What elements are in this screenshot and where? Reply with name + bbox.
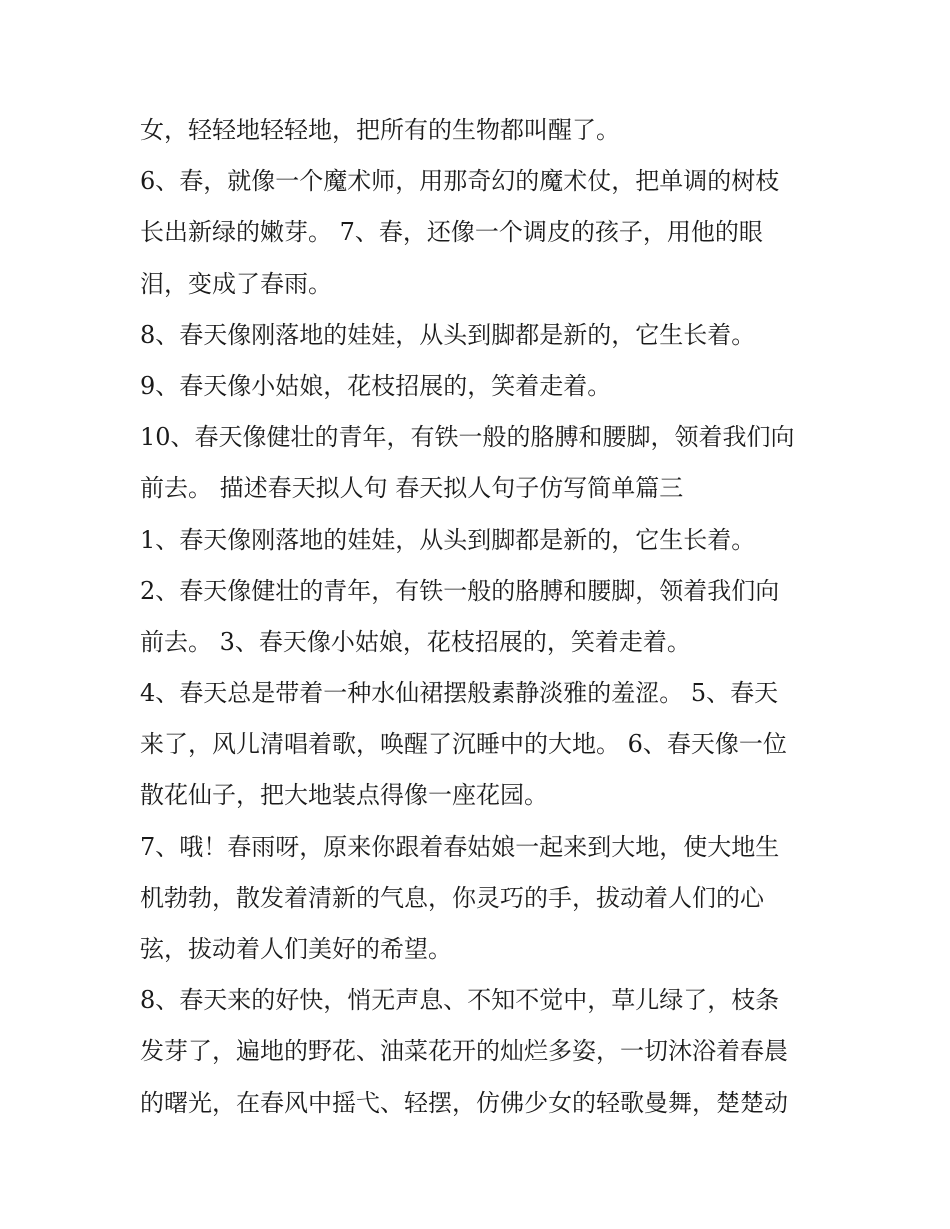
text-line: 的曙光，在春风中摇弋、轻摆，仿佛少女的轻歌曼舞，楚楚动: [140, 1088, 788, 1117]
text-line: 来了，风儿清唱着歌，唤醒了沉睡中的大地。 6、春天像一位: [140, 730, 787, 759]
text-line: 女，轻轻地轻轻地，把所有的生物都叫醒了。: [140, 116, 620, 144]
text-line: 1、春天像刚落地的娃娃，从头到脚都是新的，它生长着。: [140, 525, 756, 554]
document-body: [140, 105, 820, 1129]
text-line: 2、春天像健壮的青年，有铁一般的胳膊和腰脚，领着我们向: [140, 576, 780, 605]
text-line: 6、春，就像一个魔术师，用那奇幻的魔术仗，把单调的树枝: [140, 167, 780, 196]
text-line: 8、春天像刚落地的娃娃，从头到脚都是新的，它生长着。: [140, 320, 756, 349]
text-line: 散花仙子，把大地装点得像一座花园。: [140, 781, 548, 810]
text-line: 前去。 描述春天拟人句 春天拟人句子仿写简单篇三: [140, 474, 684, 503]
text-line: 弦，拔动着人们美好的希望。: [140, 935, 452, 963]
text-line: 长出新绿的嫩芽。 7、春，还像一个调皮的孩子，用他的眼: [140, 218, 763, 247]
text-line: 4、春天总是带着一种水仙裙摆般素静淡雅的羞涩。 5、春天: [140, 679, 779, 708]
text-line: 7、哦！春雨呀，原来你跟着春姑娘一起来到大地，使大地生: [140, 832, 780, 861]
text-line: 机勃勃，散发着清新的气息，你灵巧的手，拔动着人们的心: [140, 883, 764, 912]
text-line: 8、春天来的好快，悄无声息、不知不觉中，草儿绿了，枝条: [140, 986, 780, 1015]
text-line: 发芽了，遍地的野花、油菜花开的灿烂多姿，一切沐浴着春晨: [140, 1037, 788, 1066]
text-line: 泪，变成了春雨。: [140, 269, 332, 298]
text-line: 10、春天像健壮的青年，有铁一般的胳膊和腰脚，领着我们向: [140, 423, 795, 452]
text-line: 9、春天像小姑娘，花枝招展的，笑着走着。: [140, 371, 612, 400]
text-line: 前去。 3、春天像小姑娘，花枝招展的，笑着走着。: [140, 627, 691, 656]
